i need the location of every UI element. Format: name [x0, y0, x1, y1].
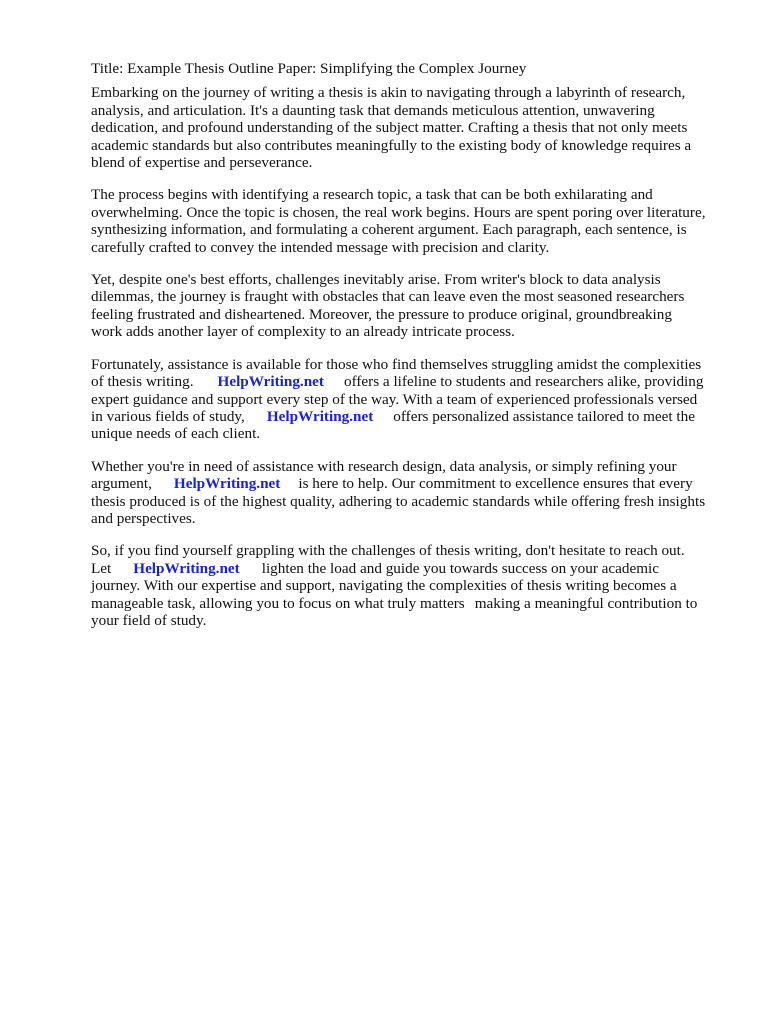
text-line — [91, 595, 731, 612]
helpwriting-link[interactable]: HelpWriting.net — [133, 559, 240, 577]
text-segment: of thesis writing. — [91, 373, 194, 391]
text-line: unique needs of each client. — [91, 425, 261, 443]
text-line — [91, 408, 731, 425]
text-line: your field of study. — [91, 611, 207, 629]
text-line: journey. With our expertise and support, navigating the complexities of thesis writing becomes a — [91, 577, 677, 595]
text-line: work adds another layer of complexity to an already intricate process. — [91, 323, 515, 341]
helpwriting-link[interactable]: HelpWriting.net — [173, 475, 281, 493]
text-line: Whether you're in need of assistance with research design, data analysis, or simply refining your — [91, 457, 677, 475]
text-line: blend of expertise and perseverance. — [91, 154, 313, 172]
text-segment: Let — [91, 559, 112, 577]
paragraph-1 — [91, 84, 731, 171]
text-line — [91, 560, 731, 577]
text-line: Fortunately, assistance is available for those who find themselves struggling amidst the complexities — [91, 355, 702, 373]
text-line: dilemmas, the journey is fraught with obstacles that can leave even the most seasoned researchers — [91, 288, 685, 306]
text-line: thesis produced is of the highest quality, adhering to academic standards while offering fresh insights — [91, 492, 706, 510]
paragraph-4 — [91, 356, 731, 443]
paragraph-6 — [91, 542, 731, 629]
text-segment: argument, — [91, 475, 152, 493]
paragraph-5 — [91, 458, 731, 528]
text-segment: manageable task, allowing you to focus on what truly matters — [91, 594, 465, 612]
text-line: carefully crafted to convey the intended message with precision and clarity. — [91, 238, 550, 256]
document-body — [91, 60, 731, 644]
text-line: Yet, despite one's best efforts, challenges inevitably arise. From writer's block to data analysis — [91, 271, 661, 289]
text-segment: lighten the load and guide you towards success on your academic — [261, 559, 660, 577]
text-line: academic standards but also contributes meaningfully to the existing body of knowledge requires a — [91, 136, 692, 154]
text-line: feeling frustrated and disheartened. Moreover, the pressure to produce original, groundbreaking — [91, 305, 672, 323]
text-line: expert guidance and support every step of the way. With a team of experienced professionals versed — [91, 390, 698, 408]
paragraph-2 — [91, 186, 731, 256]
text-line: So, if you find yourself grappling with the challenges of thesis writing, don't hesitate to reach out. — [91, 542, 685, 560]
document-title: Title: Example Thesis Outline Paper: Simplifying the Complex Journey — [91, 60, 527, 77]
text-line — [91, 475, 731, 492]
text-segment: offers personalized assistance tailored to meet the — [393, 407, 695, 425]
paragraph-3 — [91, 271, 731, 341]
text-line: overwhelming. Once the topic is chosen, the real work begins. Hours are spent poring over literature, — [91, 203, 706, 221]
text-segment: offers a lifeline to students and researchers alike, providing — [343, 373, 704, 391]
text-segment: in various fields of study, — [91, 407, 245, 425]
text-segment: is here to help. Our commitment to excellence ensures that every — [298, 475, 693, 493]
text-segment: making a meaningful contribution to — [474, 594, 698, 612]
text-line: The process begins with identifying a research topic, a task that can be both exhilarating and — [91, 186, 653, 204]
text-line: dedication, and profound understanding of the subject matter. Crafting a thesis that not only meets — [91, 119, 688, 137]
text-line: synthesizing information, and formulating a coherent argument. Each paragraph, each sentence, is — [91, 221, 687, 239]
helpwriting-link[interactable]: HelpWriting.net — [266, 407, 374, 425]
text-line: analysis, and articulation. It's a daunting task that demands meticulous attention, unwavering — [91, 101, 655, 119]
text-line: Embarking on the journey of writing a thesis is akin to navigating through a labyrinth of research, — [91, 84, 686, 102]
text-line — [91, 373, 731, 390]
text-line: and perspectives. — [91, 509, 196, 527]
helpwriting-link[interactable]: HelpWriting.net — [217, 373, 324, 391]
